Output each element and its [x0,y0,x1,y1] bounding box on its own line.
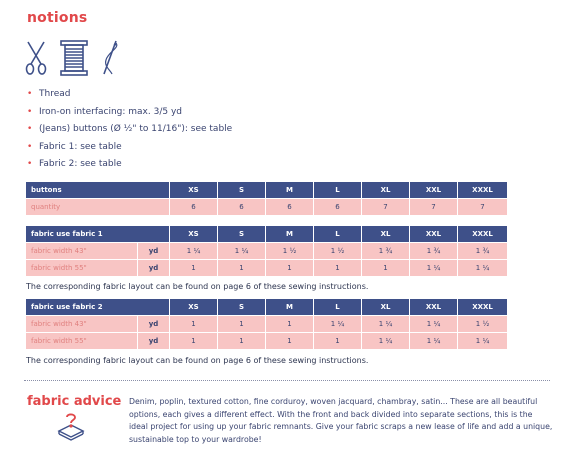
list-item: • Fabric 1: see table [27,141,122,152]
notions-icons [24,40,126,76]
table-cell: 1 ¼ [410,259,458,276]
unit-label: yd [138,332,170,349]
table-cell: 1 ¼ [314,315,362,332]
table-cell: 6 [266,198,314,215]
table-cell: 1 [170,259,218,276]
fabric-advice-text: Denim, poplin, textured cotton, fine corduroy, woven jacquard, chambray, satin... These are all beautiful options, each gives a different effect. With the front and back divided into separate sections, this is the ideal project for using up your fabric remnants. Give your fabric scraps a new lease of life and add a unique, sustainable top to your wardrobe! [129,397,553,444]
size-header: S [218,299,266,315]
size-header: M [266,226,314,242]
size-header: XXL [410,226,458,242]
table-cell: 1 [362,259,410,276]
table-cell: 7 [458,198,508,215]
size-header: M [266,182,314,198]
list-item: • (Jeans) buttons (Ø ½" to 11/16"): see table [27,124,233,134]
page-title: notions [27,10,88,26]
table-cell: 1 ¼ [218,242,266,259]
row-label: fabric width 43" [26,315,138,332]
buttons-table [26,182,508,215]
table-cell: 1 ¼ [362,315,410,332]
table-cell: 7 [362,198,410,215]
table-cell: 1 ¼ [170,242,218,259]
table-cell: 6 [314,198,362,215]
table-cell: 1 [218,259,266,276]
fabric2-table [26,299,508,349]
table-cell: 1 [314,259,362,276]
table-title: buttons [26,182,170,198]
table-row [26,259,508,276]
size-header: XS [170,299,218,315]
table-cell: 1 ¾ [410,242,458,259]
size-header: XXL [410,182,458,198]
unit-label: yd [138,242,170,259]
table-cell: 1 ½ [314,242,362,259]
size-header: S [218,182,266,198]
table-cell: 7 [410,198,458,215]
table-row [26,315,508,332]
notions-list [27,86,232,174]
size-header: S [218,226,266,242]
table-cell: 1 [170,332,218,349]
table-row [26,242,508,259]
table-cell: 1 ¾ [362,242,410,259]
fabric-question-icon [56,413,86,443]
table-cell: 1 [266,315,314,332]
table-cell: 1 ¼ [458,259,508,276]
size-header: XS [170,226,218,242]
table-cell: 1 ½ [266,242,314,259]
row-label: fabric width 55" [26,332,138,349]
table-cell: 1 ½ [458,315,508,332]
size-header: XXXL [458,182,508,198]
size-header: XXL [410,299,458,315]
table-cell: 1 ¾ [458,242,508,259]
unit-label: yd [138,259,170,276]
table-cell: 6 [218,198,266,215]
table-cell: 1 [218,315,266,332]
table-cell: 6 [170,198,218,215]
size-header: XXXL [458,299,508,315]
scissors-icon [24,40,48,76]
table-cell: 1 [218,332,266,349]
size-header: L [314,182,362,198]
fabric-advice-title: fabric advice [27,394,122,409]
table-cell: 1 [314,332,362,349]
table-row [26,198,508,215]
size-header: XS [170,182,218,198]
table-cell: 1 [170,315,218,332]
table-title: fabric use fabric 2 [26,299,170,315]
fabric1-layout-note: The corresponding fabric layout can be found on page 6 of these sewing instructions. [26,282,369,291]
table-cell: 1 ¼ [362,332,410,349]
row-label: fabric width 43" [26,242,138,259]
thread-spool-icon [59,40,89,76]
needle-icon [100,40,120,76]
table-header [26,299,508,315]
list-item: • Fabric 2: see table [27,159,122,169]
unit-label: yd [138,315,170,332]
table-cell: 1 [266,332,314,349]
size-header: M [266,299,314,315]
size-header: L [314,226,362,242]
table-cell: 1 ¼ [410,332,458,349]
row-label: quantity [26,198,170,215]
table-header [26,182,508,198]
table-header [26,226,508,242]
row-label: fabric width 55" [26,259,138,276]
table-cell: 1 [266,259,314,276]
size-header: XXXL [458,226,508,242]
section-divider [24,380,550,381]
fabric2-layout-note: The corresponding fabric layout can be found on page 6 of these sewing instructions. [26,356,369,365]
fabric1-table [26,226,508,276]
table-cell: 1 ¼ [458,332,508,349]
size-header: XL [362,182,410,198]
list-item: • Iron-on interfacing: max. 3/5 yd [27,106,182,117]
size-header: L [314,299,362,315]
size-header: XL [362,226,410,242]
list-item: • Thread [27,89,71,99]
table-title: fabric use fabric 1 [26,226,170,242]
table-cell: 1 ¼ [410,315,458,332]
table-row [26,332,508,349]
size-header: XL [362,299,410,315]
